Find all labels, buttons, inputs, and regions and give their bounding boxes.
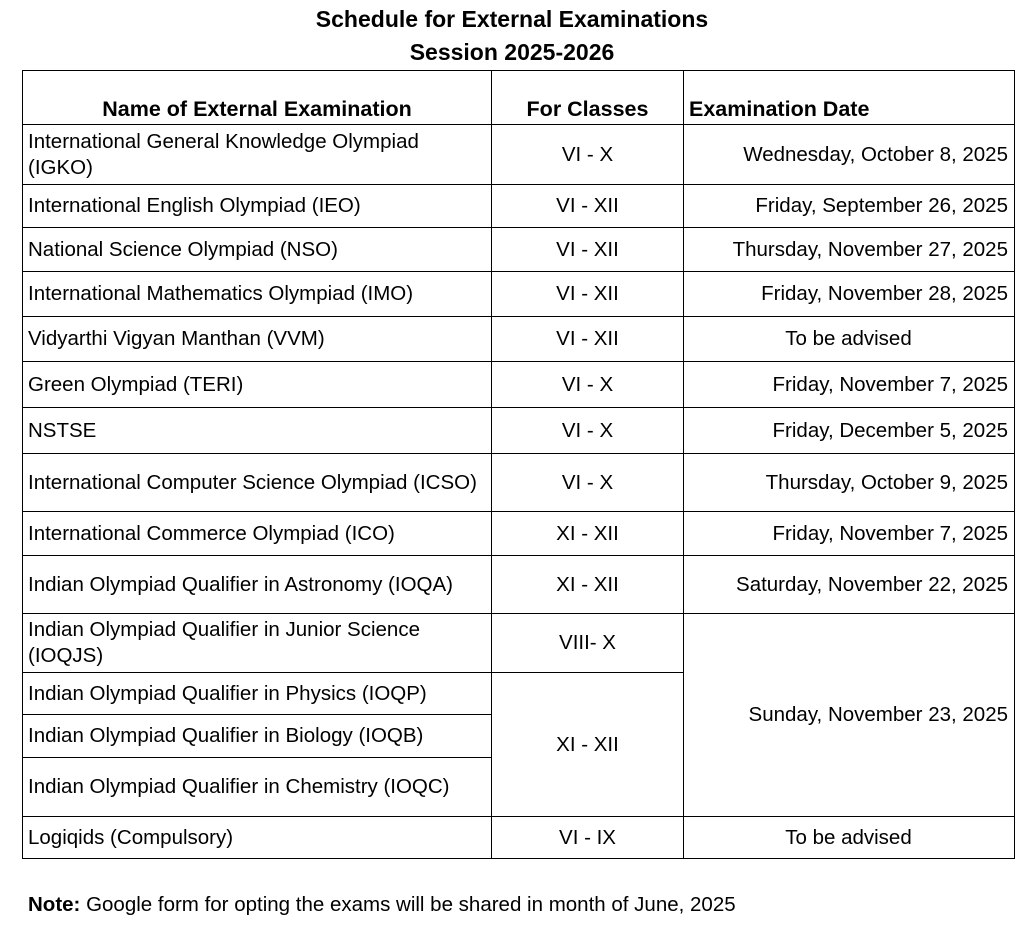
exam-name: International General Knowledge Olympiad (IGKO) (23, 125, 492, 185)
exam-classes: VI - XII (492, 272, 684, 317)
exam-classes: XI - XII (492, 512, 684, 556)
exam-classes: VI - XII (492, 228, 684, 272)
exam-classes: VI - XII (492, 317, 684, 362)
exam-name: Indian Olympiad Qualifier in Biology (IOQB) (23, 715, 492, 758)
exam-date: Friday, November 7, 2025 (684, 362, 1015, 408)
table-row (23, 317, 1015, 362)
exam-date: To be advised (684, 817, 1015, 859)
exam-name: International Commerce Olympiad (ICO) (23, 512, 492, 556)
note-label: Note: (28, 893, 81, 916)
exam-name: International Computer Science Olympiad (ICSO) (23, 454, 492, 512)
header-exam-date: Examination Date (684, 71, 1015, 125)
table-row (23, 512, 1015, 556)
exam-date: To be advised (684, 317, 1015, 362)
exam-classes: VI - XII (492, 185, 684, 228)
session-subtitle: Session 2025-2026 (409, 39, 615, 65)
exam-classes: XI - XII (492, 556, 684, 614)
exam-classes: VI - X (492, 362, 684, 408)
table-row (23, 228, 1015, 272)
document-title: Schedule for External Examinations (315, 6, 709, 32)
exam-date: Thursday, October 9, 2025 (684, 454, 1015, 512)
exam-name: NSTSE (23, 408, 492, 454)
table-row (23, 817, 1015, 859)
exam-date: Wednesday, October 8, 2025 (684, 125, 1015, 185)
exam-date: Friday, September 26, 2025 (684, 185, 1015, 228)
table-row (23, 408, 1015, 454)
table-row (23, 362, 1015, 408)
table-header-row (23, 71, 1015, 125)
exam-classes: VI - X (492, 408, 684, 454)
exam-date: Thursday, November 27, 2025 (684, 228, 1015, 272)
exam-name: Green Olympiad (TERI) (23, 362, 492, 408)
exam-name: Indian Olympiad Qualifier in Chemistry (IOQC) (23, 758, 492, 817)
exam-name: Indian Olympiad Qualifier in Junior Science (IOQJS) (23, 614, 492, 673)
exam-name: Indian Olympiad Qualifier in Astronomy (IOQA) (23, 556, 492, 614)
exam-date: Friday, December 5, 2025 (684, 408, 1015, 454)
note-text: Google form for opting the exams will be shared in month of June, 2025 (80, 893, 736, 916)
table-row (23, 272, 1015, 317)
header-exam-name: Name of External Examination (23, 71, 492, 125)
exam-classes: XI - XII (492, 673, 684, 817)
table-row (23, 125, 1015, 185)
header-classes: For Classes (492, 71, 684, 125)
exam-name: Logiqids (Compulsory) (23, 817, 492, 859)
table-row (23, 614, 1015, 673)
exam-classes: VI - X (492, 454, 684, 512)
exam-name: International English Olympiad (IEO) (23, 185, 492, 228)
footnote (28, 892, 736, 918)
table-row (23, 185, 1015, 228)
exam-date: Saturday, November 22, 2025 (684, 556, 1015, 614)
exam-date: Friday, November 28, 2025 (684, 272, 1015, 317)
exam-classes: VI - IX (492, 817, 684, 859)
exam-schedule-table (22, 70, 1015, 859)
exam-classes: VI - X (492, 125, 684, 185)
exam-name: International Mathematics Olympiad (IMO) (23, 272, 492, 317)
exam-date: Friday, November 7, 2025 (684, 512, 1015, 556)
exam-date: Sunday, November 23, 2025 (684, 614, 1015, 817)
exam-classes: VIII- X (492, 614, 684, 673)
table-row (23, 454, 1015, 512)
exam-name: Indian Olympiad Qualifier in Physics (IOQP) (23, 673, 492, 715)
exam-name: National Science Olympiad (NSO) (23, 228, 492, 272)
exam-name: Vidyarthi Vigyan Manthan (VVM) (23, 317, 492, 362)
table-row (23, 556, 1015, 614)
